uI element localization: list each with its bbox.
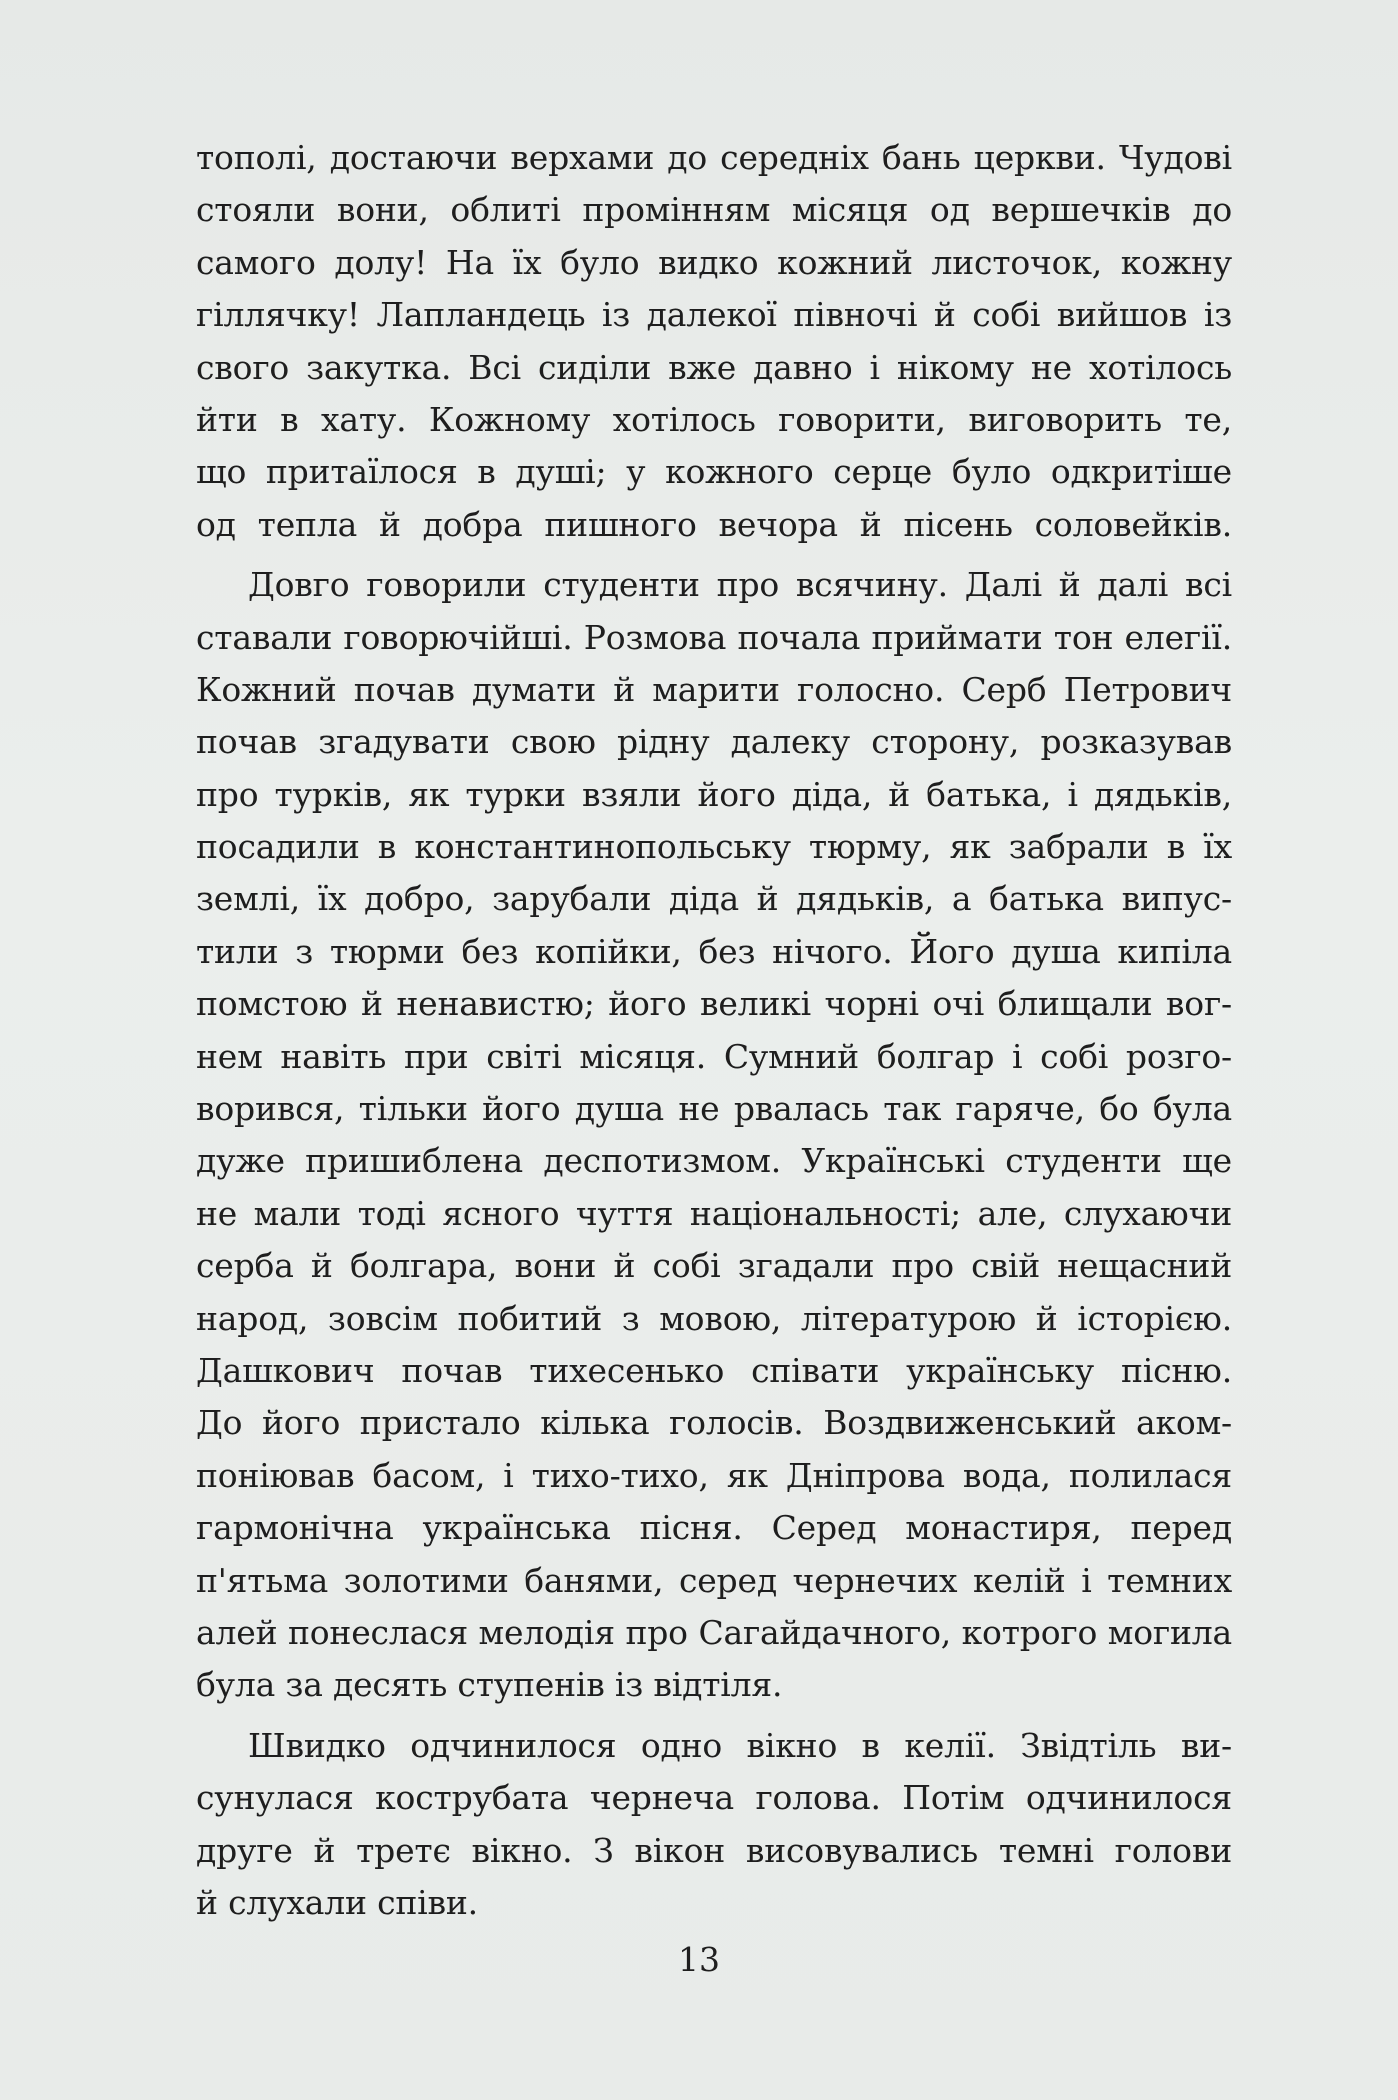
body-text <box>196 132 1232 1929</box>
text-line: п'ятьма золотими банями, серед чернечих келій і темних <box>196 1560 1232 1600</box>
text-line: посадили в константинопольську тюрму, як забрали в їх <box>196 827 1232 867</box>
text-line: Кожний почав думати й марити голосно. Серб Петрович <box>196 669 1232 709</box>
text-line: була за десять ступенів із відтіля. <box>196 1665 783 1705</box>
text-line: гіллячку! Лапландець із далекої півночі й собі вийшов із <box>196 295 1232 335</box>
paragraph <box>196 132 1232 551</box>
text-line: Дашкович почав тихесенько співати українську пісню. <box>196 1350 1232 1390</box>
text-line: ворився, тільки його душа не рвалась так гаряче, бо була <box>196 1089 1232 1129</box>
text-line: свого закутка. Всі сиділи вже давно і нікому не хотілось <box>196 347 1232 387</box>
paragraph-gap <box>196 551 1232 559</box>
text-line: що притаїлося в душі; у кожного серце було одкритіше <box>196 452 1232 492</box>
text-line: стояли вони, облиті промінням місяця од вершечків до <box>196 190 1232 230</box>
text-line: поніював басом, і тихо-тихо, як Дніпрова вода, полилася <box>196 1455 1232 1495</box>
text-line: Довго говорили студенти про всячину. Далі й далі всі <box>248 565 1232 605</box>
text-line: почав згадувати свою рідну далеку сторону, розказував <box>196 722 1232 762</box>
text-line: дуже пришиблена деспотизмом. Українські студенти ще <box>196 1141 1232 1181</box>
text-line: тили з тюрми без копійки, без нічого. Його душа кипіла <box>196 931 1232 971</box>
text-line: од тепла й добра пишного вечора й пісень соловейків. <box>196 504 1232 544</box>
paragraph-gap <box>196 1712 1232 1720</box>
paragraph <box>196 1720 1232 1930</box>
text-line: самого долу! На їх було видко кожний листочок, кожну <box>196 242 1232 282</box>
text-line: не мали тоді ясного чуття національності; але, слухаючи <box>196 1193 1232 1233</box>
text-line: алей понеслася мелодія про Сагайдачного, котрого могила <box>196 1612 1232 1652</box>
text-line: помстою й ненавистю; його великі чорні очі блищали вог- <box>196 984 1232 1024</box>
text-line: нем навіть при світі місяця. Сумний болгар і собі розго- <box>196 1036 1232 1076</box>
text-line: йти в хату. Кожному хотілось говорити, виговорить те, <box>196 399 1232 439</box>
text-line: друге й третє вікно. З вікон висовувались темні голови <box>196 1830 1232 1870</box>
text-line: землі, їх добро, зарубали діда й дядьків, а батька випус- <box>196 879 1232 919</box>
text-line: й слухали співи. <box>196 1882 478 1922</box>
page-number: 13 <box>678 1940 720 1979</box>
text-line: Швидко одчинилося одно вікно в келії. Звідтіль ви- <box>248 1725 1232 1765</box>
text-line: про турків, як турки взяли його діда, й батька, і дядьків, <box>196 774 1232 814</box>
text-line: ставали говорючійші. Розмова почала приймати тон елегії. <box>196 617 1232 657</box>
text-line: гармонічна українська пісня. Серед монастиря, перед <box>196 1508 1232 1548</box>
text-line: народ, зовсім побитий з мовою, літературою й історією. <box>196 1298 1232 1338</box>
text-line: тополі, достаючи верхами до середніх бань церкви. Чудові <box>196 138 1232 177</box>
paragraph <box>196 559 1232 1712</box>
text-line: серба й болгара, вони й собі згадали про свій нещасний <box>196 1246 1232 1286</box>
text-line: сунулася кострубата чернеча голова. Потім одчинилося <box>196 1778 1232 1818</box>
text-line: До його пристало кілька голосів. Воздвиженський аком- <box>196 1403 1232 1443</box>
